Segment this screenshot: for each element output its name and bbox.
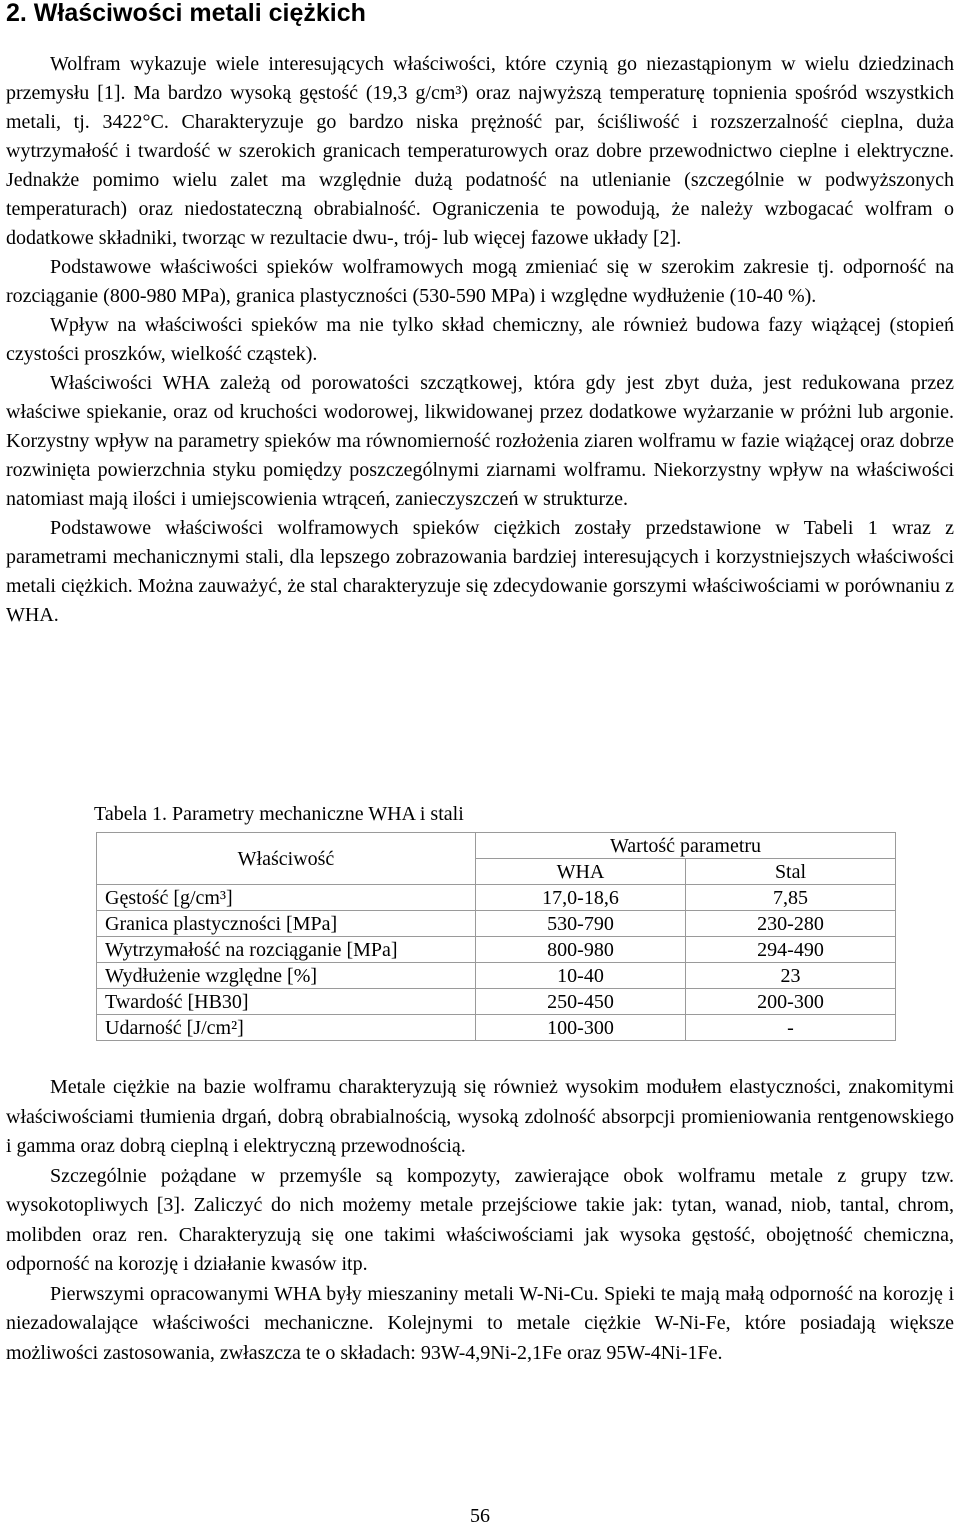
- table-row: [97, 885, 896, 911]
- paragraph: Właściwości WHA zależą od porowatości szczątkowej, która gdy jest zbyt duża, jest redukowana przez właściwe spiekanie, oraz od kruchości wodorowej, likwidowanej przez dodatkowe wyżarzanie w próżni lub argonie. Korzystny wpływ na parametry spieków ma równomierność rozłożenia ziaren wolframu w fazie wiążącej oraz dobrze rozwinięta powierzchnia styku pomiędzy poszczególnymi ziarnami wolframu. Niekorzystny wpływ na właściwości natomiast mają ilości i umiejscowienia wtrąceń, zanieczyszczeń w strukturze.: [6, 372, 954, 510]
- cell-property: Udarność [J/cm²]: [97, 1015, 476, 1041]
- paragraph: Szczególnie pożądane w przemyśle są kompozyty, zawierające obok wolframu metale z grupy tzw. wysokotopliwych [3]. Zaliczyć do nich możemy metale przejściowe takie jak: tytan, wanad, niob, tantal, chrom, molibden oraz ren. Charakteryzują się one takimi właściwościami jak wysoka gęstość, obojętność chemiczna, odporność na korozję i działanie kwasów itp.: [6, 1164, 954, 1275]
- table-row: [97, 1015, 896, 1041]
- cell-stal: 230-280: [686, 911, 896, 937]
- cell-stal: -: [686, 1015, 896, 1041]
- cell-property: Wytrzymałość na rozciąganie [MPa]: [97, 937, 476, 963]
- table-row: [97, 989, 896, 1015]
- table-caption: Tabela 1. Parametry mechaniczne WHA i stali: [94, 803, 464, 825]
- paragraph: Podstawowe właściwości spieków wolframowych mogą zmieniać się w szerokim zakresie tj. odporność na rozciąganie (800-980 MPa), granica plastyczności (530-590 MPa) i względne wydłużenie (10-40 %).: [6, 256, 954, 307]
- table-row: [97, 937, 896, 963]
- cell-stal: 294-490: [686, 937, 896, 963]
- cell-stal: 23: [686, 963, 896, 989]
- cell-property: Twardość [HB30]: [97, 989, 476, 1015]
- paragraph: Podstawowe właściwości wolframowych spieków ciężkich zostały przedstawione w Tabeli 1 wraz z parametrami mechanicznymi stali, dla lepszego zobrazowania bardziej interesujących i korzystniejszych właściwości metali ciężkich. Można zauważyć, że stal charakteryzuje się zdecydowanie gorszymi właściwościami w porównaniu z WHA.: [6, 517, 954, 626]
- cell-stal: 7,85: [686, 885, 896, 911]
- cell-property: Gęstość [g/cm³]: [97, 885, 476, 911]
- paragraph: Wolfram wykazuje wiele interesujących właściwości, które czynią go niezastąpionym w wielu dziedzinach przemysłu [1]. Ma bardzo wysoką gęstość (19,3 g/cm³) oraz najwyższą temperaturę topnienia spośród wszystkich metali, tj. 3422°C. Charakteryzuje go bardzo niska prężność par, ściśliwość i rozszerzalność cieplna, duża wytrzymałość i twardość w szerokich granicach temperaturowych oraz dobre przewodnictwo cieplne i elektryczne. Jednakże pomimo wielu zalet ma względnie dużą podatność na utlenianie (szczególnie w podwyższonych temperaturach) oraz niedostateczną obrabialność. Ograniczenia te powodują, że należy wzbogacać wolfram o dodatkowe składniki, tworząc w rezultacie dwu-, trój- lub więcej fazowe układy [2].: [6, 53, 954, 249]
- cell-wha: 530-790: [476, 911, 686, 937]
- paragraph: Metale ciężkie na bazie wolframu charakteryzują się również wysokim modułem elastyczności, znakomitymi właściwościami tłumienia drgań, dobrą obrabialnością, wysoką zdolność absorpcji promieniowania rentgenowskiego i gamma oraz dobrą cieplną i elektryczną przewodnością.: [6, 1076, 954, 1157]
- cell-stal: 200-300: [686, 989, 896, 1015]
- header-value-group: Wartość parametru: [476, 833, 896, 859]
- page-number: 56: [470, 1505, 490, 1527]
- cell-wha: 17,0-18,6: [476, 885, 686, 911]
- parameters-table: [96, 832, 896, 1041]
- table-row: [97, 963, 896, 989]
- cell-wha: 800-980: [476, 937, 686, 963]
- cell-property: Wydłużenie względne [%]: [97, 963, 476, 989]
- body-text-top: [6, 50, 954, 630]
- cell-wha: 100-300: [476, 1015, 686, 1041]
- table-row: [97, 911, 896, 937]
- section-heading: 2. Właściwości metali ciężkich: [6, 0, 366, 27]
- header-wha: WHA: [476, 859, 686, 885]
- paragraph: Wpływ na właściwości spieków ma nie tylko skład chemiczny, ale również budowa fazy wiążącej (stopień czystości proszków, wielkość cząstek).: [6, 314, 954, 365]
- header-stal: Stal: [686, 859, 896, 885]
- table-header-row: [97, 833, 896, 859]
- cell-wha: 250-450: [476, 989, 686, 1015]
- cell-wha: 10-40: [476, 963, 686, 989]
- body-text-bottom: [6, 1073, 954, 1368]
- paragraph: Pierwszymi opracowanymi WHA były mieszaniny metali W-Ni-Cu. Spieki te mają małą odporność na korozję i niezadowalające właściwości mechaniczne. Kolejnymi to metale ciężkie W-Ni-Fe, które posiadają większe możliwości zastosowania, zwłaszcza te o składach: 93W-4,9Ni-2,1Fe oraz 95W-4Ni-1Fe.: [6, 1282, 954, 1364]
- header-property: Właściwość: [97, 833, 476, 885]
- cell-property: Granica plastyczności [MPa]: [97, 911, 476, 937]
